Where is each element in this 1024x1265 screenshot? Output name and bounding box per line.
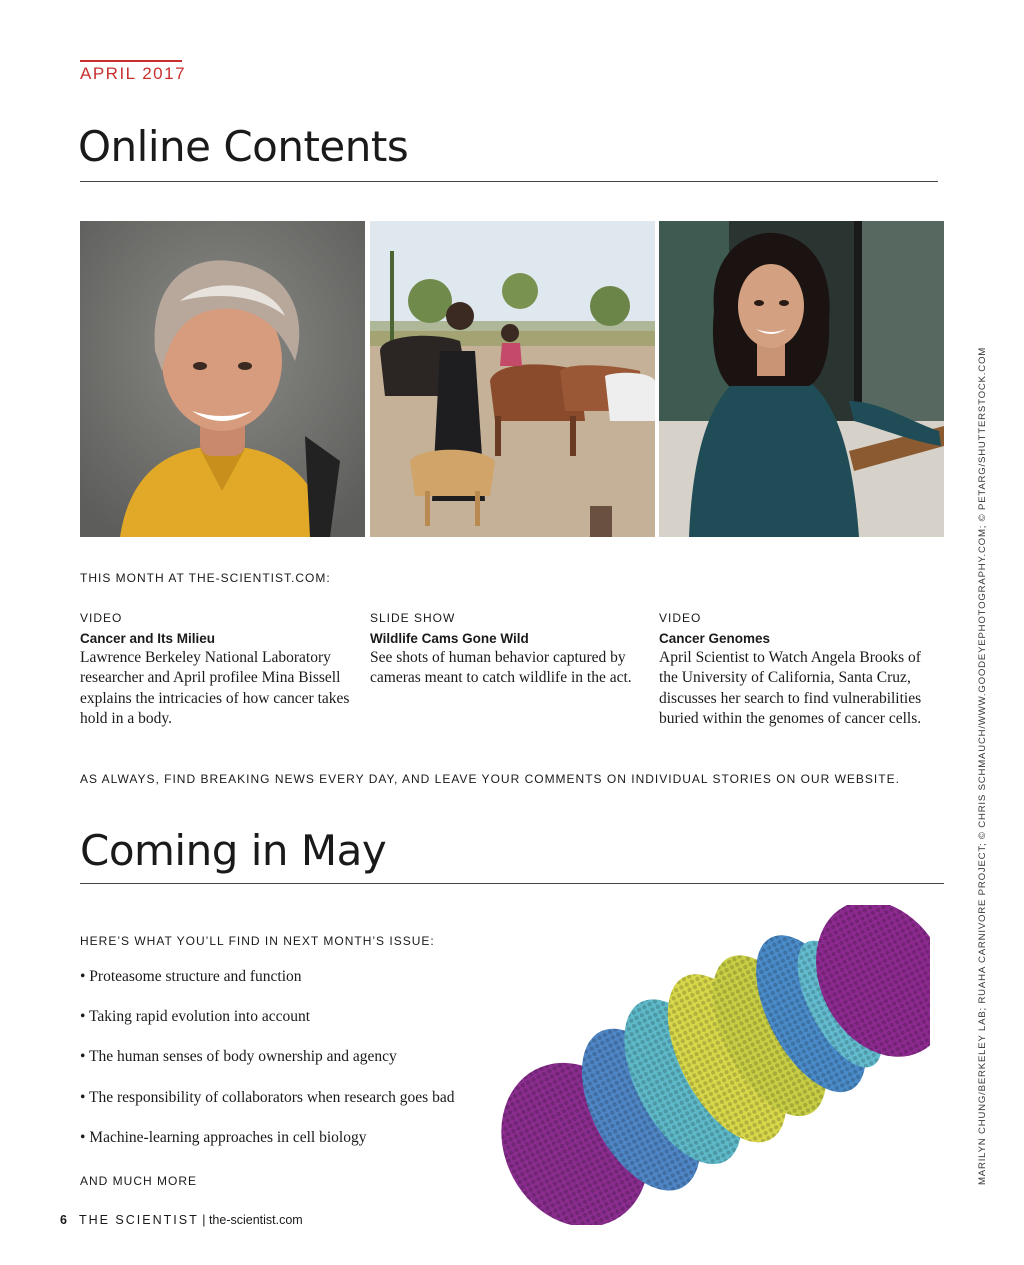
page-footer [60, 1213, 303, 1227]
portrait-photo-1 [80, 221, 365, 537]
online-item-1 [80, 611, 360, 729]
this-month-label: THIS MONTH AT THE-SCIENTIST.COM: [80, 571, 331, 585]
item-kind: SLIDE SHOW [370, 611, 456, 625]
next-issue-label: HERE’S WHAT YOU’LL FIND IN NEXT MONTH’S ISSUE: [80, 934, 435, 948]
online-item-2 [370, 611, 650, 689]
footer-separator: | [202, 1213, 206, 1227]
item-title-link[interactable]: Cancer Genomes [659, 631, 771, 646]
item-description: Lawrence Berkeley National Laboratory researcher and April profilee Mina Bissell explains the intricacies of how cancer takes hold in a body. [80, 649, 350, 727]
coming-title: Coming in May [80, 826, 387, 875]
magazine-name: THE SCIENTIST [78, 1213, 199, 1227]
list-item: • Proteasome structure and function [80, 968, 302, 985]
item-title-link[interactable]: Wildlife Cams Gone Wild [370, 631, 529, 646]
site-link[interactable]: the-scientist.com [208, 1213, 303, 1227]
and-much-more-label: AND MUCH MORE [80, 1174, 197, 1188]
proteasome-structure-illustration [480, 905, 930, 1225]
item-kind: VIDEO [659, 611, 702, 625]
portrait-photo-2 [659, 221, 944, 537]
item-description: April Scientist to Watch Angela Brooks of the University of California, Santa Cruz, discusses her search to find vulnerabilities buried within the genomes of cancer cells. [659, 649, 922, 727]
item-title-link[interactable]: Cancer and Its Milieu [80, 631, 216, 646]
next-issue-list [80, 968, 454, 1169]
coming-divider [80, 883, 944, 884]
list-item: • Taking rapid evolution into account [80, 1008, 311, 1026]
list-item: • The human senses of body ownership and agency [80, 1048, 397, 1066]
item-kind: VIDEO [80, 611, 123, 625]
list-item: • The responsibility of collaborators when research goes bad [80, 1088, 455, 1106]
online-item-3 [659, 611, 939, 729]
title-divider [80, 181, 938, 182]
issue-date-rule [80, 60, 182, 62]
issue-date: APRIL 2017 [80, 64, 187, 83]
page-title: Online Contents [78, 122, 409, 171]
list-item: • Machine-learning approaches in cell biology [80, 1128, 367, 1146]
cattle-herd-photo [370, 221, 655, 537]
item-description: See shots of human behavior captured by cameras meant to catch wildlife in the act. [370, 649, 632, 687]
photo-credit: MARILYN CHUNG/BERKELEY LAB; RUAHA CARNIVORE PROJECT; © CHRIS SCHMAUCH/WWW.GOODEYEPHOTOGRAPHY.COM; © PETARG/SHUTTERSTOCK.COM [977, 346, 988, 1185]
page-number: 6 [60, 1213, 67, 1227]
always-note: AS ALWAYS, FIND BREAKING NEWS EVERY DAY, AND LEAVE YOUR COMMENTS ON INDIVIDUAL STORIES ON OUR WEBSITE. [80, 772, 900, 786]
